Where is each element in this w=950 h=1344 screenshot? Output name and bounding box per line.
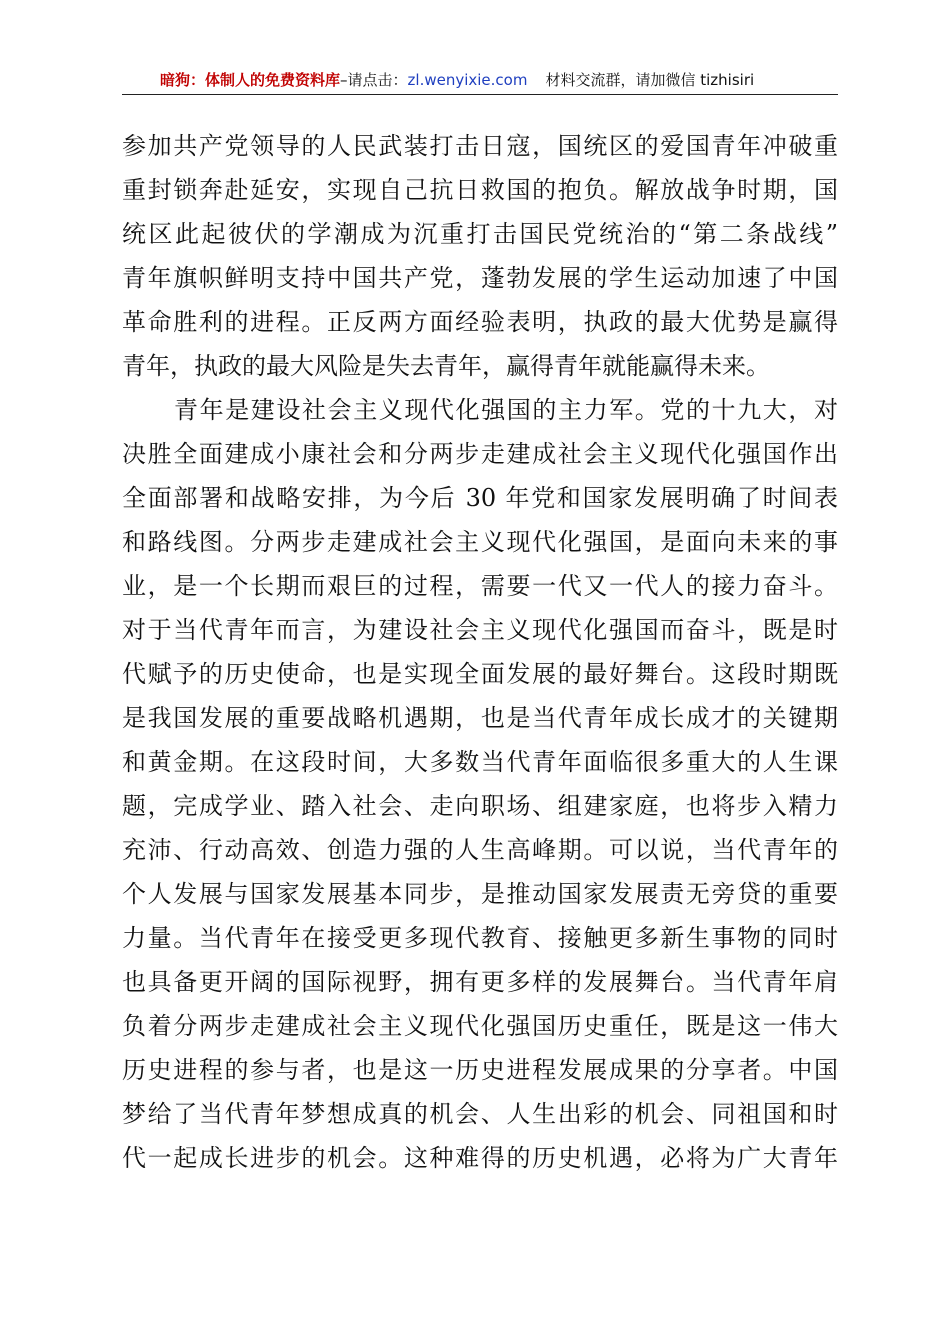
text-line: 青年，执政的最大风险是失去青年，赢得青年就能赢得未来。 [122,352,770,380]
text-line: 和黄金期。在这段时间，大多数当代青年面临很多重大的人生课 [122,748,838,776]
text-line: 青年旗帜鲜明支持中国共产党，蓬勃发展的学生运动加速了中国 [122,264,838,292]
text-line: 力量。当代青年在接受更多现代教育、接触更多新生事物的同时 [122,924,838,952]
header-contact: 材料交流群，请加微信 tizhisiri [545,71,755,89]
header-link[interactable]: zl.wenyixie.com [407,71,528,89]
text-line: 充沛、行动高效、创造力强的人生高峰期。可以说，当代青年的 [122,836,838,864]
header-brand: 暗狗：体制人的免费资料库 [160,71,341,89]
text-line: 也具备更开阔的国际视野，拥有更多样的发展舞台。当代青年肩 [122,968,838,996]
paragraph-start-line: 青年是建设社会主义现代化强国的主力军。党的十九大，对 [174,396,838,424]
text-line: 代赋予的历史使命，也是实现全面发展的最好舞台。这段时期既 [122,660,838,688]
text-line: 全面部署和战略安排，为今后 30 年党和国家发展明确了时间表 [122,484,838,512]
text-line: 统区此起彼伏的学潮成为沉重打击国民党统治的“第二条战线” [122,220,838,248]
text-line: 对于当代青年而言，为建设社会主义现代化强国而奋斗，既是时 [122,616,838,644]
header-prompt: –请点击： [340,71,408,89]
text-line: 决胜全面建成小康社会和分两步走建成社会主义现代化强国作出 [122,440,838,468]
document-body [122,124,838,1180]
text-line: 历史进程的参与者，也是这一历史进程发展成果的分享者。中国 [122,1056,838,1084]
text-line: 业，是一个长期而艰巨的过程，需要一代又一代人的接力奋斗。 [122,572,838,600]
text-line: 负着分两步走建成社会主义现代化强国历史重任，既是这一伟大 [122,1012,838,1040]
page-header [122,68,838,95]
text-line: 梦给了当代青年梦想成真的机会、人生出彩的机会、同祖国和时 [122,1100,838,1128]
text-line: 和路线图。分两步走建成社会主义现代化强国，是面向未来的事 [122,528,838,556]
text-line: 个人发展与国家发展基本同步，是推动国家发展责无旁贷的重要 [122,880,838,908]
text-line: 参加共产党领导的人民武装打击日寇，国统区的爱国青年冲破重 [122,132,838,160]
text-line: 是我国发展的重要战略机遇期，也是当代青年成长成才的关键期 [122,704,838,732]
text-line: 重封锁奔赴延安，实现自己抗日救国的抱负。解放战争时期，国 [122,176,838,204]
text-line: 革命胜利的进程。正反两方面经验表明，执政的最大优势是赢得 [122,308,838,336]
text-line: 题，完成学业、踏入社会、走向职场、组建家庭，也将步入精力 [122,792,838,820]
text-line: 代一起成长进步的机会。这种难得的历史机遇，必将为广大青年 [122,1144,838,1172]
